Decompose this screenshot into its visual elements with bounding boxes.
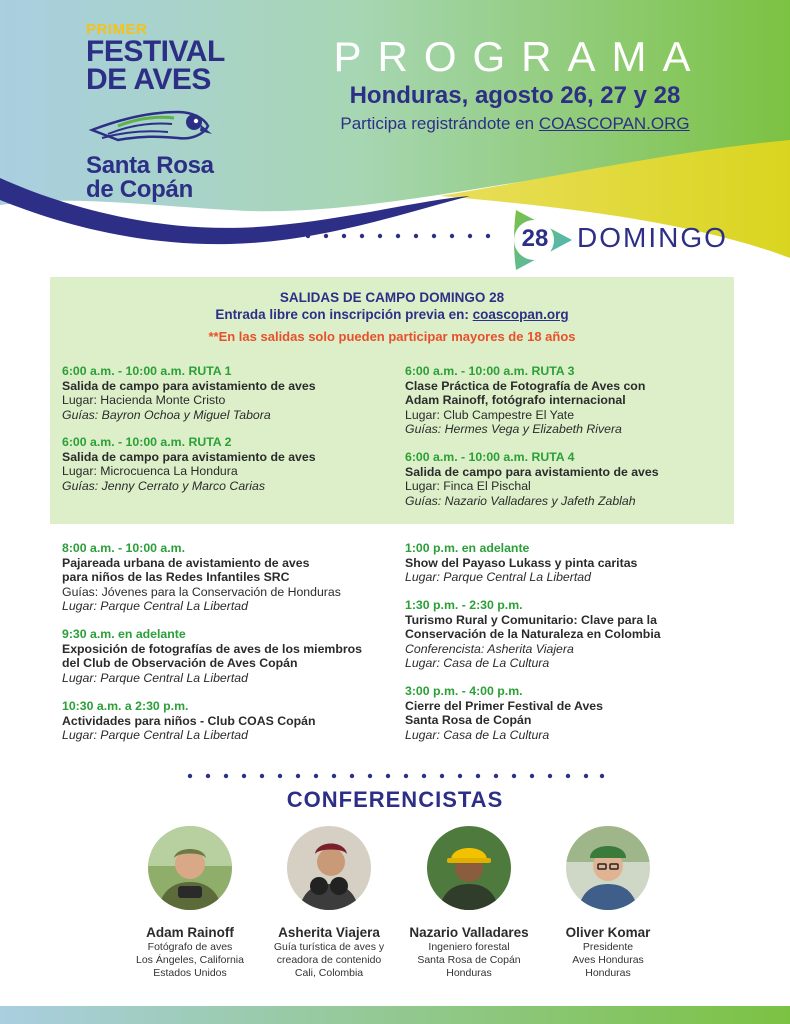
festival-logo [86,22,236,202]
route-4 [405,450,725,508]
activity-time: 8:00 a.m. - 10:00 a.m. [62,541,186,555]
speaker-name: Asherita Viajera [278,925,380,940]
activity-kids [62,699,392,743]
logo-place-line2: de Copán [86,176,193,203]
speakers-dots-divider [186,771,606,781]
register-link[interactable]: COASCOPAN.ORG [538,114,690,133]
bird-icon [88,100,214,150]
route-time: 6:00 a.m. - 10:00 a.m. RUTA 1 [62,364,232,378]
route-guides: Guías: Bayron Ochoa y Miguel Tabora [62,407,271,422]
speaker-role: Fotógrafo de aves [147,941,233,953]
logo-place-line1: Santa Rosa [86,152,214,179]
activity-title: Cierre del Primer Festival de Aves [405,698,603,713]
speaker-photo [566,826,650,910]
speaker-role: Ingeniero forestal [428,941,510,953]
speaker-card [394,826,544,980]
activity-time: 10:30 a.m. a 2:30 p.m. [62,699,189,713]
route-guides: Guías: Nazario Valladares y Jafeth Zablah [405,493,636,508]
speaker-card [115,826,265,980]
day-name: DOMINGO [577,222,728,253]
route-place: Lugar: Finca El Pischal [405,479,531,494]
route-title: Clase Práctica de Fotografía de Aves con [405,378,646,393]
route-title: Salida de campo para avistamiento de aves [62,378,316,393]
speaker-role: Presidente [582,941,634,953]
event-dates: Honduras, agosto 26, 27 y 28 [349,82,681,109]
activity-title: Show del Payaso Lukass y pinta caritas [405,555,638,570]
speaker-country: Honduras [585,967,631,979]
activity-place: Lugar: Parque Central La Libertad [62,670,248,685]
speaker-name: Adam Rainoff [146,925,234,940]
bottom-gradient-bar [0,1006,790,1024]
activity-title-2: Santa Rosa de Copán [405,713,532,728]
activity-title-2: para niños de las Redes Infantiles SRC [62,570,290,585]
activity-title: Actividades para niños - Club COAS Copán [62,713,316,728]
activity-time: 3:00 p.m. - 4:00 p.m. [405,684,523,698]
activity-title: Exposición de fotografías de aves de los miembros [62,641,362,656]
field-trips-panel [50,277,734,524]
activity-place: Lugar: Parque Central La Libertad [62,728,248,743]
speaker-name: Nazario Valladares [409,925,529,940]
speaker-card [533,826,683,980]
speaker-photo [287,826,371,910]
activity-title: Turismo Rural y Comunitario: Clave para la [405,612,657,627]
route-title-2: Adam Rainoff, fotógrafo internacional [405,393,626,408]
activity-time: 1:30 p.m. - 2:30 p.m. [405,598,523,612]
speaker-location: Santa Rosa de Copán [417,954,521,966]
route-2 [62,435,392,493]
activity-title-2: Conservación de la Naturaleza en Colombia [405,627,661,642]
program-title: PROGRAMA [333,33,707,80]
activity-rural-tourism [405,598,735,671]
route-1 [62,364,392,422]
day-number: 28 [521,225,549,252]
activity-guides: Guías: Jóvenes para la Conservación de Honduras [62,584,341,599]
speaker-role-2: creadora de contenido [276,954,382,966]
speaker-country: Honduras [446,967,492,979]
activity-time: 1:00 p.m. en adelante [405,541,530,555]
route-place: Lugar: Microcuenca La Hondura [62,464,238,479]
route-place: Lugar: Club Campestre El Yate [405,407,575,422]
field-trips-title: SALIDAS DE CAMPO DOMINGO 28 [279,290,505,305]
speaker-card [254,826,404,980]
logo-festival: FESTIVAL [86,35,225,68]
speaker-photo [427,826,511,910]
logo-primer: PRIMER [86,21,148,38]
activity-bird-walk [62,541,392,614]
register-prefix: Participa registrándote en [340,114,539,133]
speaker-location: Los Ángeles, California [136,954,244,966]
route-time: 6:00 a.m. - 10:00 a.m. RUTA 4 [405,450,575,464]
age-restriction-note: **En las salidas solo pueden participar mayores de 18 años [208,329,576,344]
speaker-organization: Aves Honduras [572,954,644,966]
speaker-photo [148,826,232,910]
route-title: Salida de campo para avistamiento de aves [62,449,316,464]
activity-place: Lugar: Casa de La Cultura [405,727,550,742]
speakers-title: CONFERENCISTAS [286,787,504,812]
activity-clown-show [405,541,735,585]
route-guides: Guías: Hermes Vega y Elizabeth Rivera [405,422,622,437]
field-trips-subtitle-prefix: Entrada libre con inscripción previa en: [215,307,473,322]
route-guides: Guías: Jenny Cerrato y Marco Carias [62,478,265,493]
route-time: 6:00 a.m. - 10:00 a.m. RUTA 3 [405,364,575,378]
activity-title-2: del Club de Observación de Aves Copán [62,656,298,671]
activity-photo-exhibit [62,627,392,685]
speaker-country: Estados Unidos [153,967,227,979]
route-place: Lugar: Hacienda Monte Cristo [62,393,226,408]
activity-place: Lugar: Parque Central La Libertad [62,599,248,614]
field-trips-subtitle [50,306,734,323]
activity-closing [405,684,735,742]
field-trips-link[interactable]: coascopan.org [472,307,569,322]
route-3 [405,364,725,437]
activity-time: 9:30 a.m. en adelante [62,627,186,641]
day-dots-divider [268,231,506,241]
logo-de-aves: DE AVES [86,63,211,96]
activity-place: Lugar: Casa de La Cultura [405,656,550,671]
speaker-location: Cali, Colombia [294,967,364,979]
route-title: Salida de campo para avistamiento de aves [405,464,659,479]
activity-title: Pajareada urbana de avistamiento de aves [62,555,310,570]
speaker-name: Oliver Komar [565,925,651,940]
register-line [320,113,710,135]
activity-speaker: Conferencista: Asherita Viajera [405,641,574,656]
activity-place: Lugar: Parque Central La Libertad [405,570,591,585]
route-time: 6:00 a.m. - 10:00 a.m. RUTA 2 [62,435,232,449]
speaker-role: Guía turística de aves y [273,941,385,953]
